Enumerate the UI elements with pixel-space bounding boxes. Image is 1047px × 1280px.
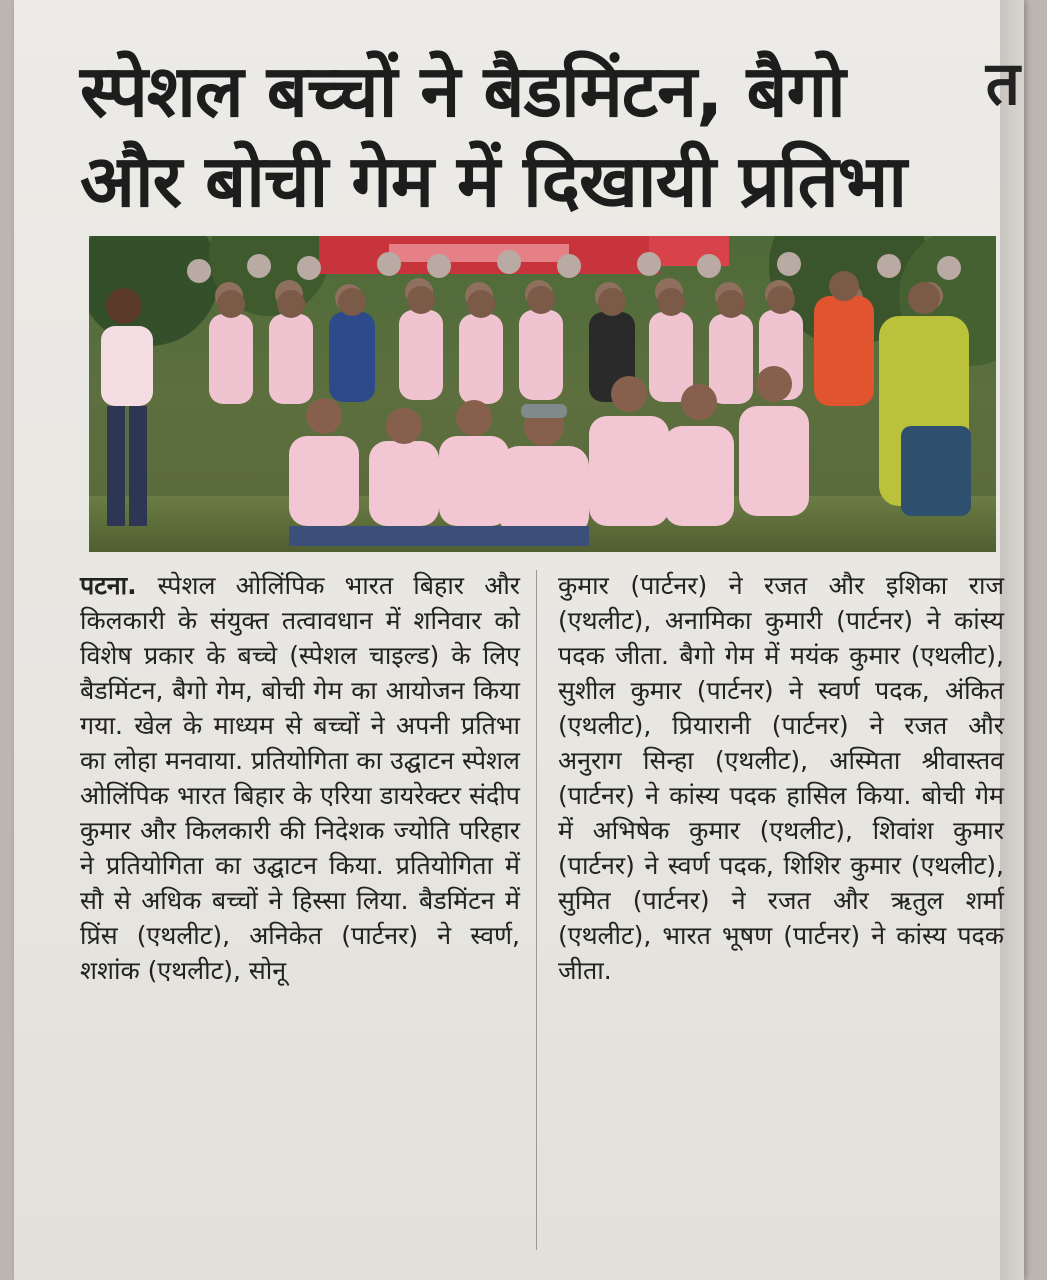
headline-line-1: स्पेशल बच्चों ने बैडमिंटन, बैगो bbox=[80, 49, 845, 133]
article-column-left bbox=[80, 568, 520, 988]
headline-line-2: और बोची गेम में दिखायी प्रतिभा bbox=[80, 139, 906, 223]
adjacent-page-glyph: त bbox=[985, 49, 1020, 119]
article-headline bbox=[80, 46, 1010, 226]
article-body-right: कुमार (पार्टनर) ने रजत और इशिका राज (एथलीट), अनामिका कुमारी (पार्टनर) ने कांस्य पदक जीता. बैगो गेम में मयंक कुमार (एथलीट), सुशील कुमार (पार्टनर) ने स्वर्ण पदक, अंकित (एथलीट), प्रियारानी (पार्टनर) ने रजत और अनुराग सिन्हा (एथलीट), अस्मिता श्रीवास्तव (पार्टनर) ने कांस्य पदक हासिल किया. बोची गेम में अभिषेक कुमार (एथलीट), शिवांश कुमार (पार्टनर) ने स्वर्ण पदक, शिशिर कुमार (एथलीट), सुमित (पार्टनर) ने रजत और ऋतुल शर्मा (एथलीट), भारत भूषण (पार्टनर) ने कांस्य पदक जीता. bbox=[558, 571, 1004, 985]
article-column-right bbox=[558, 568, 1004, 988]
group-photo-illustration bbox=[89, 236, 996, 552]
group-photo bbox=[89, 236, 996, 552]
dateline: पटना. bbox=[80, 571, 158, 600]
column-divider bbox=[536, 570, 537, 1250]
article-body-left: स्पेशल ओलिंपिक भारत बिहार और किलकारी के संयुक्त तत्वावधान में शनिवार को विशेष प्रकार के बच्चे (स्पेशल चाइल्ड) के लिए बैडमिंटन, बैगो गेम, बोची गेम का आयोजन किया गया. खेल के माध्यम से बच्चों ने अपनी प्रतिभा का लोहा मनवाया. प्रतियोगिता का उद्घाटन स्पेशल ओलिंपिक भारत बिहार के एरिया डायरेक्टर संदीप कुमार और किलकारी की निदेशक ज्योति परिहार ने प्रतियोगिता का उद्घाटन किया. प्रतियोगिता में सौ से अधिक बच्चों ने हिस्सा लिया. बैडमिंटन में प्रिंस (एथलीट), अनिकेत (पार्टनर) ने स्वर्ण, शशांक (एथलीट), सोनू bbox=[80, 571, 520, 985]
